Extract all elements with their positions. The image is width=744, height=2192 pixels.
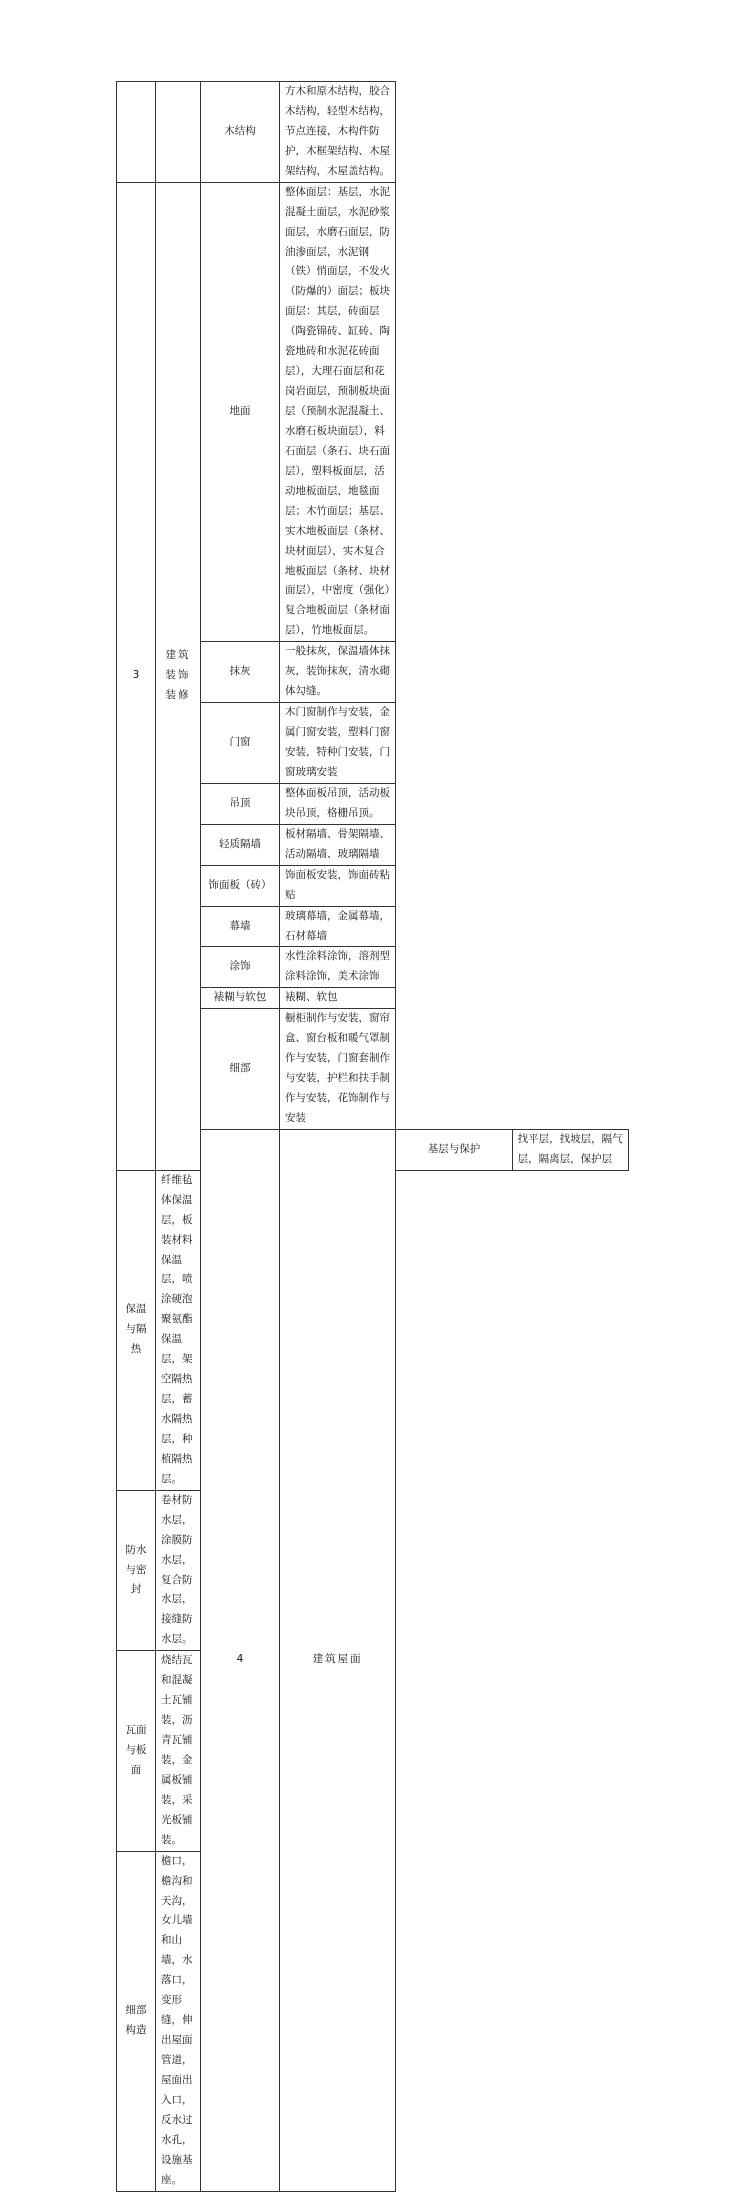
items-cell: 整体面层：基层，水泥混凝土面层，水泥砂浆面层，水磨石面层，防油渗面层，水泥钢（铁）悄面层，不发火（防爆的）面层；板块面层：其层，砖面层（陶瓷锦砖、缸砖、陶瓷地砖和水泥花砖面层），大理石面层和花岗岩面层，预制板块面层（预制水泥混凝土、水磨石板块面层），料石面层（条石、块石面层），塑料板面层，活动地板面层，地毯面层；木竹面层；基层、实木地板面层（条材、块材面层），实木复合地板面层（条材、块材面层），中密度（强化）复合地板面层（条材面层），竹地板面层。 — [280, 182, 396, 642]
items-cell: 一般抹灰，保温墙体抹灰，装饰抹灰，清水砌体勾缝。 — [280, 642, 396, 703]
items-cell: 裱糊、软包 — [280, 988, 396, 1009]
items-cell: 整体面板吊顶，活动板块吊顶，格栅吊顶。 — [280, 783, 396, 824]
items-cell: 檐口，檐沟和天沟，女儿墙和山墙，水落口，变形缝，伸出屋面管道，屋面出入口，反水过水孔，设施基座。 — [156, 1851, 201, 2191]
subdivision-cell: 轻质隔墙 — [201, 824, 280, 865]
row-number-cell: 3 — [117, 182, 156, 1170]
items-cell: 水性涂料涂饰，溶剂型涂料涂饰，美术涂饰 — [280, 947, 396, 988]
category-cell: 建筑屋面 — [280, 1129, 396, 2191]
construction-spec-table — [116, 81, 629, 2192]
subdivision-cell: 细部构造 — [117, 1851, 156, 2191]
subdivision-cell: 抹灰 — [201, 642, 280, 703]
subdivision-cell: 地面 — [201, 182, 280, 642]
subdivision-cell: 木结构 — [201, 82, 280, 183]
items-cell: 板材隔墙、骨架隔墙、活动隔墙、玻璃隔墙 — [280, 824, 396, 865]
items-cell: 玻璃幕墙，金属幕墙，石材幕墙 — [280, 906, 396, 947]
subdivision-cell: 细部 — [201, 1009, 280, 1130]
items-cell: 卷材防水层，涂膜防水层，复合防水层，接缝防水层。 — [156, 1490, 201, 1651]
items-cell: 方木和原木结构，胶合木结构，轻型木结构，节点连接，木构件防护，木框架结构、木屋架结构，木屋盖结构。 — [280, 82, 396, 183]
subdivision-cell: 饰面板（砖） — [201, 865, 280, 906]
items-cell: 纤维毡体保温层，板装材料保温层，喷涂硬泡聚氨酯保温层，架空隔热层，蓄水隔热层，种植隔热层。 — [156, 1170, 201, 1490]
row-number-cell: 4 — [201, 1129, 280, 2191]
row-number-cell — [117, 82, 156, 183]
items-cell: 木门窗制作与安装，金属门窗安装，塑料门窗安装，特种门安装，门窗玻璃安装 — [280, 703, 396, 784]
subdivision-cell: 基层与保护 — [396, 1129, 512, 1170]
subdivision-cell: 防水与密封 — [117, 1490, 156, 1651]
items-cell: 烧结瓦和混凝土瓦铺装，沥青瓦铺装，金属板铺装，采光板铺装。 — [156, 1651, 201, 1851]
table-row — [117, 82, 629, 183]
subdivision-cell: 保温与隔热 — [117, 1170, 156, 1490]
table-row — [117, 182, 629, 642]
subdivision-cell: 门窗 — [201, 703, 280, 784]
subdivision-cell: 吊顶 — [201, 783, 280, 824]
items-cell: 饰面板安装，饰面砖粘贴 — [280, 865, 396, 906]
items-cell: 橱柜制作与安装，窗帘盒、窗台板和暖气罩制作与安装，门窗套制作与安装，护栏和扶手制作与安装，花饰制作与安装 — [280, 1009, 396, 1130]
items-cell: 找平层，找坡层，隔气层，隔离层，保护层 — [512, 1129, 628, 1170]
subdivision-cell: 裱糊与软包 — [201, 988, 280, 1009]
subdivision-cell: 涂饰 — [201, 947, 280, 988]
category-cell: 建筑装饰装修 — [156, 182, 201, 1170]
category-cell — [156, 82, 201, 183]
subdivision-cell: 瓦面与板面 — [117, 1651, 156, 1851]
subdivision-cell: 幕墙 — [201, 906, 280, 947]
